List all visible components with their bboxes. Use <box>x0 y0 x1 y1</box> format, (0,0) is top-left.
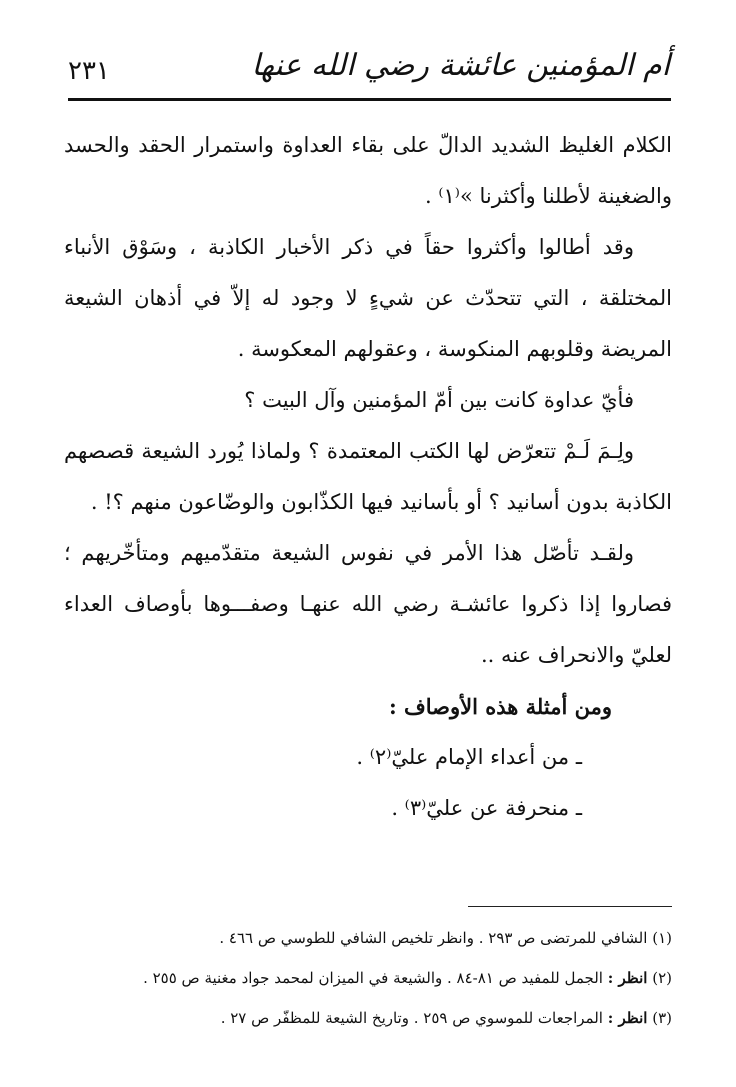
footnote-text: الشافي للمرتضى ص ٢٩٣ . وانظر تلخيص الشافي للطوسي ص ٤٦٦ . <box>219 929 648 947</box>
footnote-number: (٣) <box>652 1009 672 1027</box>
section-heading: ومن أمثلة هذه الأوصاف : <box>388 694 612 719</box>
footnote-number: (٢) <box>652 969 672 987</box>
paragraph-2: وقد أطالوا وأكثروا حقاً في ذكر الأخبار الكاذبة ، وسَوْق الأنباء المختلقة ، التي تتحدّث عن شيءٍ لا وجود له إلاّ في أذهان الشيعة المريضة وقلوبهم المنكوسة ، وعقولهم المعكوسة . <box>64 235 672 361</box>
running-title: أم المؤمنين عائشة رضي الله عنها <box>251 48 670 83</box>
paragraph-3: فأيّ عداوة كانت بين أمّ المؤمنين وآل البيت ؟ <box>244 388 634 412</box>
footnote-text: الجمل للمفيد ص ٨١-٨٤ . والشيعة في الميزان لمحمد جواد مغنية ص ٢٥٥ . <box>143 969 603 987</box>
footnote-label: انظر : <box>607 969 648 987</box>
list-item: ـ من أعداء الإمام عليّ⁽٢⁾ . <box>356 745 582 769</box>
footnote-divider <box>468 906 672 907</box>
paragraph-4: ولِـمَ لَـمْ تتعرّض لها الكتب المعتمدة ؟ ولماذا يُورد الشيعة قصصهم الكاذبة بدون أسانيد ؟ أو بأسانيد فيها الكذّابون والوضّاعون منهم ؟! . <box>64 439 672 514</box>
paragraph-1: الكلام الغليظ الشديد الدالّ على بقاء العداوة واستمرار الحقد والحسد والضغينة لأطلنا وأكثرنا »⁽١⁾ . <box>64 133 672 208</box>
footnote-label: انظر : <box>607 1009 648 1027</box>
footnote-text: المراجعات للموسوي ص ٢٥٩ . وتاريخ الشيعة للمظفّر ص ٢٧ . <box>220 1009 603 1027</box>
footnote-3 <box>150 998 672 1038</box>
page-number: ٢٣١ <box>68 56 110 86</box>
main-text <box>64 120 672 834</box>
page-header <box>68 40 670 98</box>
footnote-number: (١) <box>652 929 672 947</box>
list-item: ـ منحرفة عن عليّ⁽٣⁾ . <box>391 796 582 820</box>
footnotes <box>143 918 672 1038</box>
footnote-1 <box>150 918 672 958</box>
paragraph-5: ولقـد تأصّل هذا الأمر في نفوس الشيعة متقدّميهم ومتأخّريهم ؛ فصاروا إذا ذكروا عائشـة رضي الله عنهـا وصفـــوها بأوصاف العداء لعليّ والانحراف عنه .. <box>64 541 672 667</box>
header-divider <box>68 98 671 101</box>
footnote-2 <box>143 958 672 998</box>
